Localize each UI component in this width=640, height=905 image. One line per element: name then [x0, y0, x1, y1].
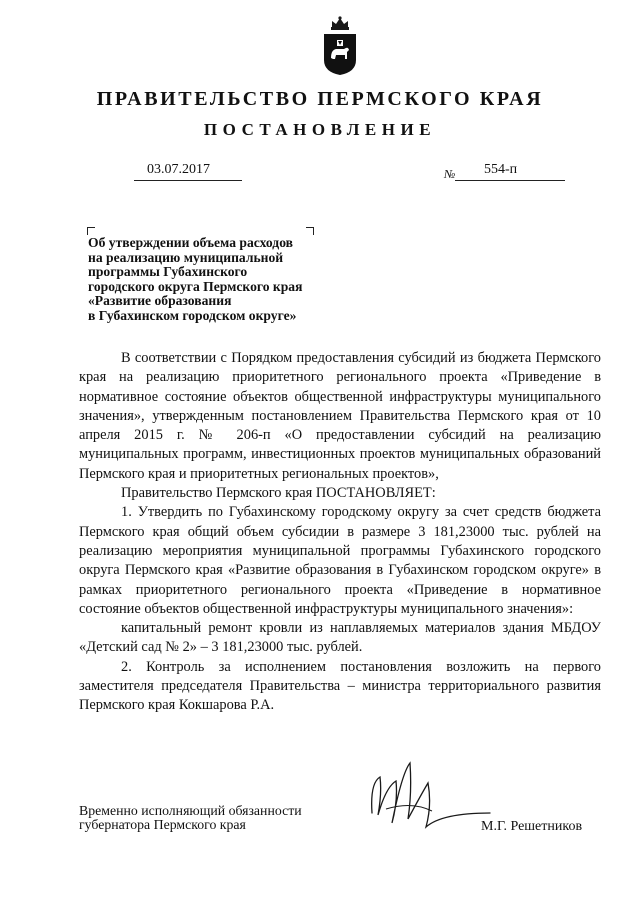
- signatory-position-line: Временно исполняющий обязанности: [79, 803, 302, 818]
- document-subject: [88, 236, 328, 324]
- document-date: 03.07.2017: [147, 162, 210, 177]
- body-paragraph-subitem: капитальный ремонт кровли из наплавляемых материалов здания МБДОУ «Детский сад № 2» – 3 181,23000 тыс. рублей.: [79, 620, 601, 656]
- signatory-name: М.Г. Решетников: [481, 819, 583, 834]
- body-paragraph-preamble: В соответствии с Порядком предоставления субсидий из бюджета Пермского края на реализацию приоритетного регионального проекта «Приведение в нормативное состояние объектов общественной инфраструктуры муниципального значения», утвержденным постановлением Правительства Пермского края от 10 апреля 2015 г. № 206-п «О предоставлении субсидий на реализацию муниципальных программ, инвестиционных проектов муниципальных образований Пермского края и приоритетных региональных проектов»,: [79, 350, 601, 482]
- body-paragraph-item-1: 1. Утвердить по Губахинскому городскому округу за счет средств бюджета Пермского края общий объем субсидии в размере 3 181,23000 тыс. рублей на реализацию мероприятия муниципальной программы Губахинского городского округа Пермского края «Развитие образования в Губахинском городском округе» в рамках приоритетного регионального проекта «Приведение в нормативное состояние объектов общественной инфраструктуры муниципального значения»:: [79, 504, 601, 617]
- handwritten-signature-icon: [352, 753, 492, 833]
- document-number: 554-п: [484, 162, 518, 177]
- perm-krai-coat-of-arms-icon: [322, 14, 358, 76]
- body-paragraph-resolution: Правительство Пермского края ПОСТАНОВЛЯЕТ:: [121, 485, 436, 502]
- signatory-position-line: губернатора Пермского края: [79, 817, 246, 832]
- signatory-position: [79, 804, 302, 832]
- subject-line: программы Губахинского: [88, 264, 248, 280]
- number-underline: [455, 180, 565, 181]
- subject-line: в Губахинском городском округе»: [88, 307, 297, 323]
- subject-line: Об утверждении объема расходов: [88, 235, 293, 250]
- document-body: [79, 349, 601, 716]
- number-sign: №: [444, 167, 456, 181]
- date-underline: [134, 180, 242, 181]
- government-title: ПРАВИТЕЛЬСТВО ПЕРМСКОГО КРАЯ: [96, 88, 544, 110]
- subject-corner-right: [306, 227, 314, 235]
- subject-line: на реализацию муниципальной: [88, 249, 284, 265]
- subject-line: «Развитие образования: [88, 293, 232, 309]
- subject-corner-left: [87, 227, 95, 235]
- subject-line: городского округа Пермского края: [88, 278, 303, 294]
- document-type: ПОСТАНОВЛЕНИЕ: [203, 120, 437, 139]
- body-paragraph-item-2: 2. Контроль за исполнением постановления возложить на первого заместителя председателя Правительства – министра территориального развития Пермского края Кокшарова Р.А.: [79, 658, 601, 714]
